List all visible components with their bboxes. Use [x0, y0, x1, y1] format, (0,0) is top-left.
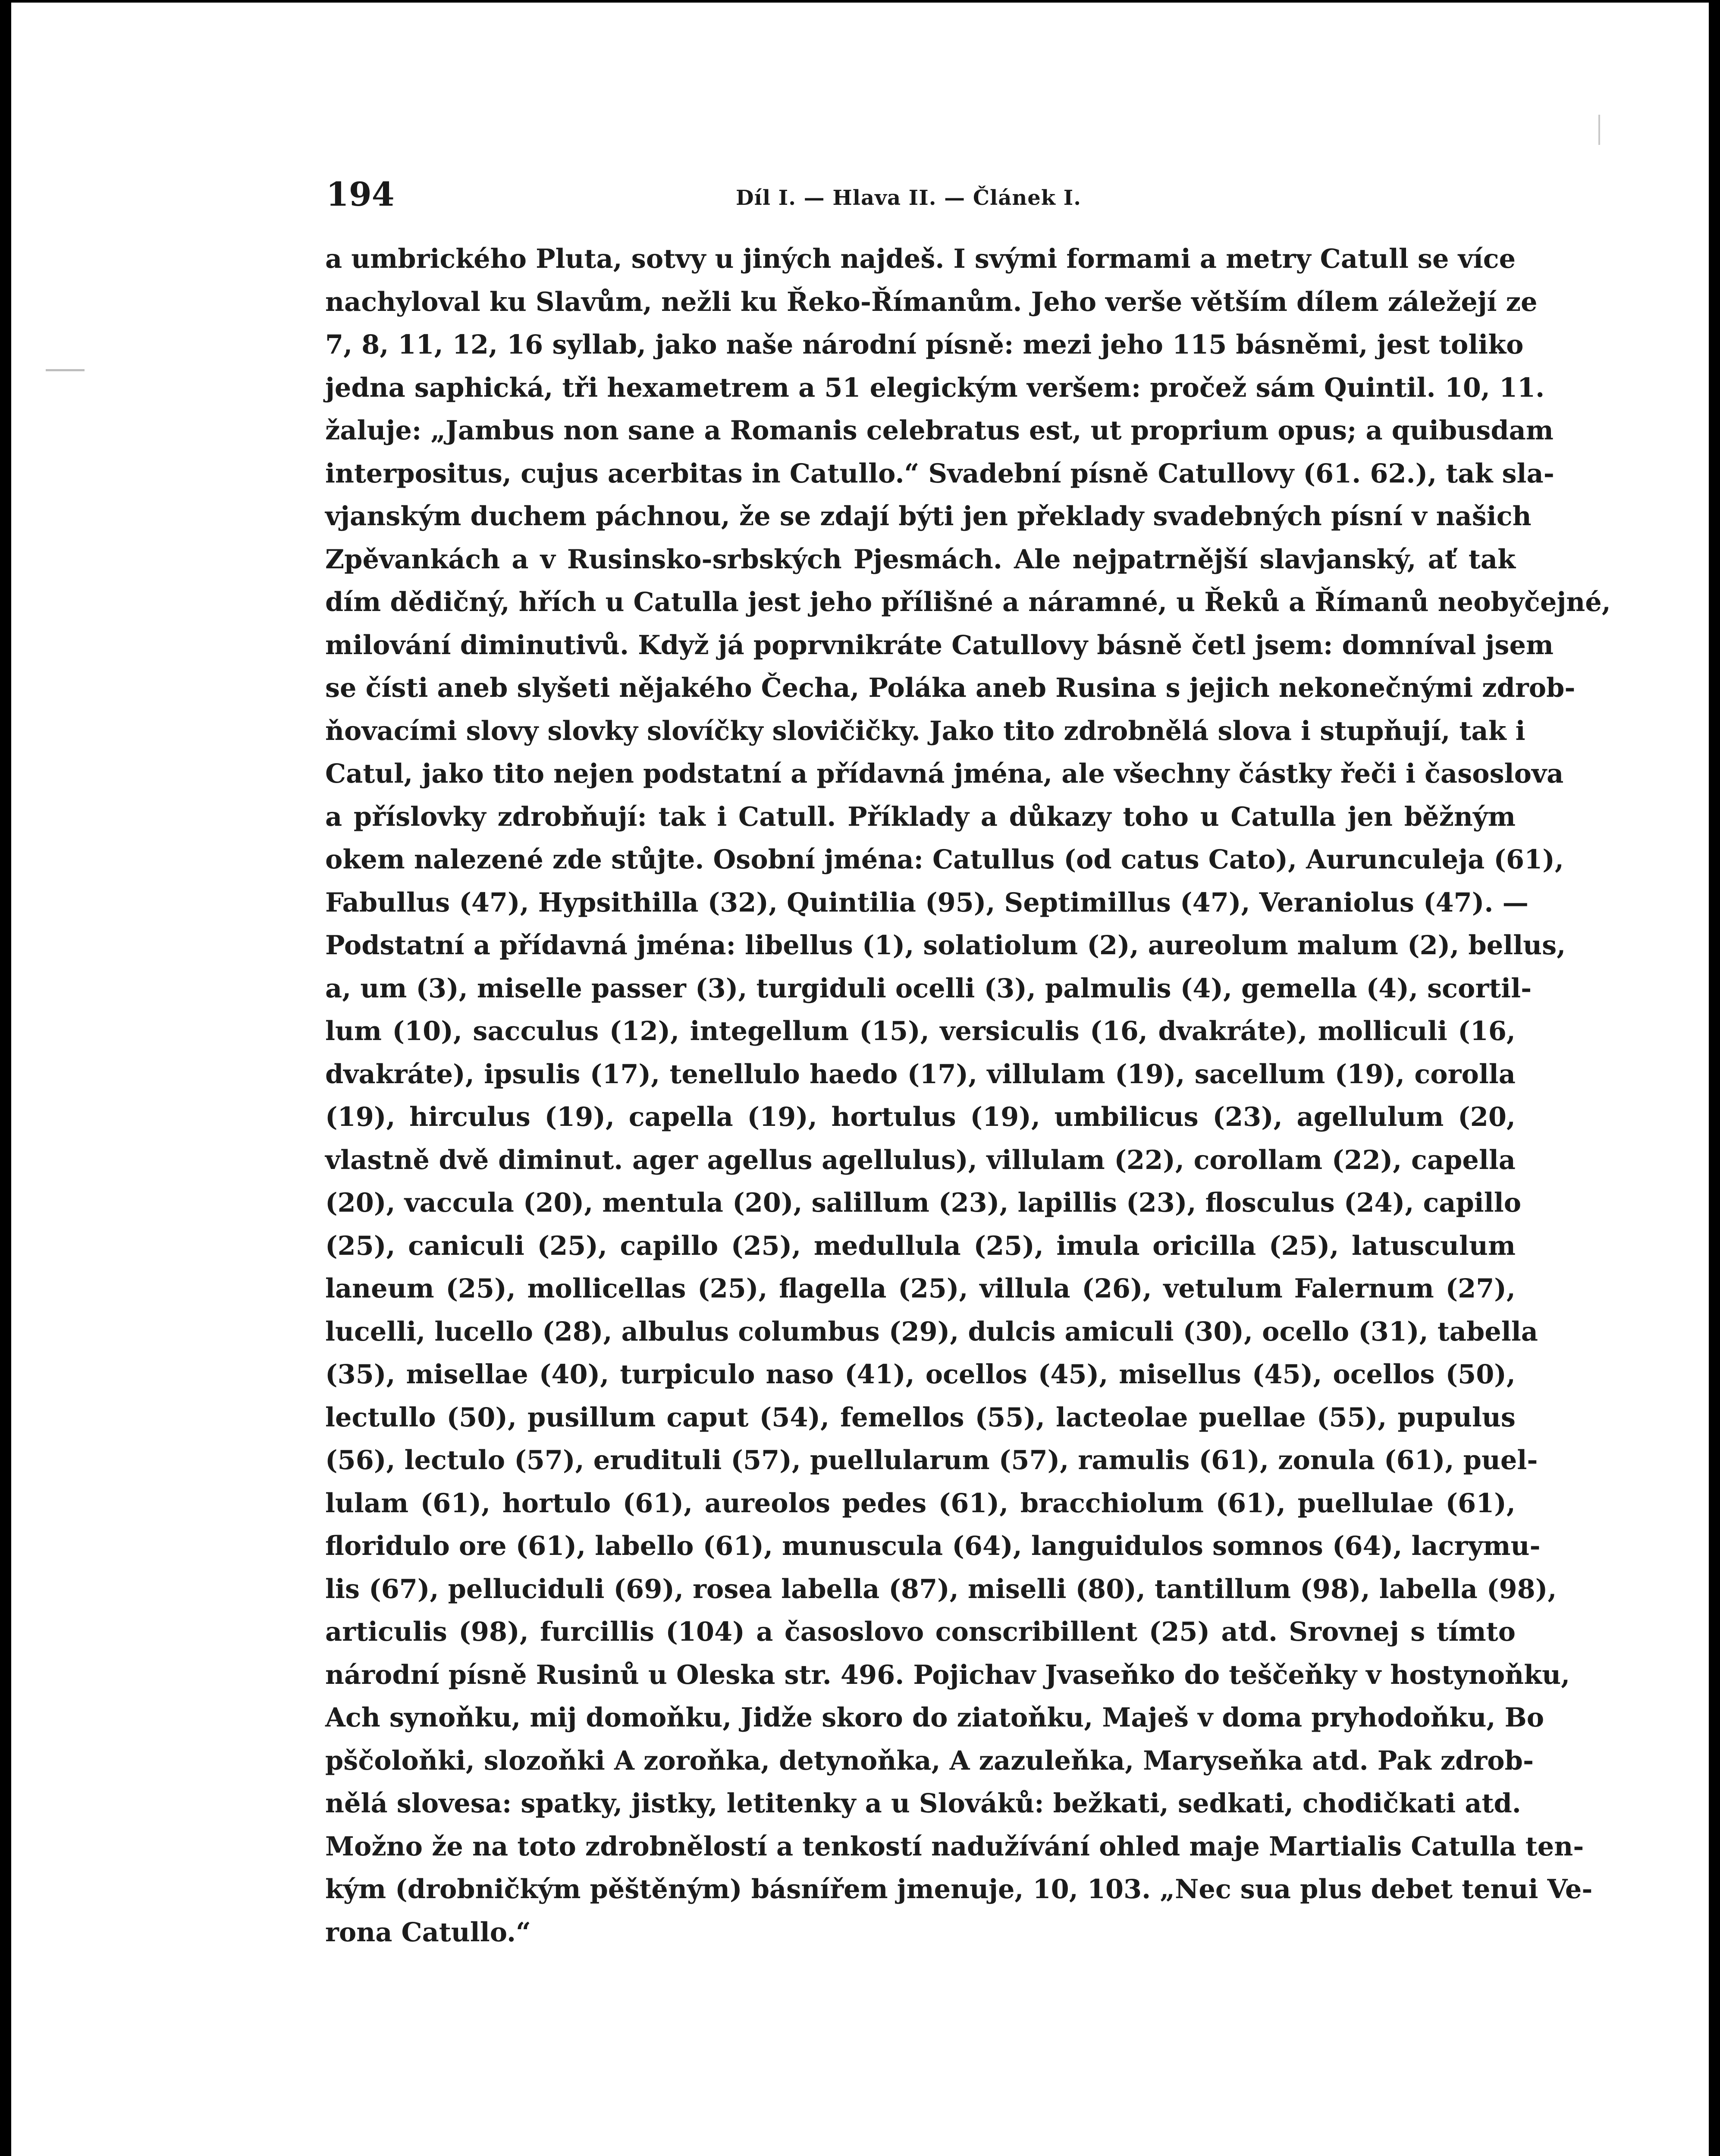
text-line: Ach synoňku, mij domoňku, Jidže skoro do ziatoňku, Maješ v doma pryhodoňku, Bo — [325, 1702, 1544, 1733]
text-line: národní písně Rusinů u Oleska str. 496. Pojichav Jvaseňko do teščeňky v hostynoňku, — [325, 1659, 1570, 1690]
text-line: (56), lectulo (57), erudituli (57), puellularum (57), ramulis (61), zonula (61), puel- — [325, 1445, 1538, 1476]
text-line: floridulo ore (61), labello (61), munuscula (64), languidulos somnos (64), lacrymu- — [325, 1531, 1541, 1561]
text-line: ňovacími slovy slovky slovíčky slovičičky. Jako tito zdrobnělá slova i stupňují, tak i — [325, 715, 1525, 746]
text-line: lectullo (50), pusillum caput (54), femellos (55), lacteolae puellae (55), pupulus — [325, 1402, 1516, 1433]
text-line: se čísti aneb slyšeti nějakého Čecha, Poláka aneb Rusina s jejich nekonečnými zdrob- — [325, 673, 1576, 703]
text-line: Catul, jako tito nejen podstatní a přídavná jména, ale všechny částky řeči i časoslova — [325, 758, 1564, 789]
text-line: lulam (61), hortulo (61), aureolos pedes (61), bracchiolum (61), puellulae (61), — [325, 1488, 1516, 1519]
text-line: pščoloňki, slozoňki A zoroňka, detynoňka, A zazuleňka, Maryseňka atd. Pak zdrob- — [325, 1745, 1534, 1776]
text-line: a umbrického Pluta, sotvy u jiných najdeš. I svými formami a metry Catull se více — [325, 244, 1516, 274]
text-line: (20), vaccula (20), mentula (20), salillum (23), lapillis (23), flosculus (24), capillo — [325, 1188, 1522, 1218]
scan-edge-mark — [1598, 115, 1600, 145]
text-line: jedna saphická, tři hexametrem a 51 elegickým veršem: pročež sám Quintil. 10, 11. — [325, 372, 1545, 403]
text-line: a, um (3), miselle passer (3), turgiduli ocelli (3), palmulis (4), gemella (4), scortil- — [325, 973, 1532, 1004]
text-line: žaluje: „Jambus non sane a Romanis celebratus est, ut proprium opus; a quibusdam — [325, 415, 1554, 446]
text-line: (25), caniculi (25), capillo (25), medullula (25), imula oricilla (25), latusculum — [325, 1230, 1516, 1261]
body-text — [325, 238, 1611, 1954]
text-line: a příslovky zdrobňují: tak i Catull. Příklady a důkazy toho u Catulla jen běžným — [325, 801, 1516, 832]
text-line: articulis (98), furcillis (104) a časoslovo conscribillent (25) atd. Srovnej s tímto — [325, 1617, 1516, 1647]
text-line: Podstatní a přídavná jména: libellus (1), solatiolum (2), aureolum malum (2), bellus, — [325, 930, 1566, 961]
text-line: Fabullus (47), Hypsithilla (32), Quintilia (95), Septimillus (47), Veraniolus (47). — — [325, 887, 1529, 918]
page-number: 194 — [326, 175, 395, 213]
running-head: Díl I. — Hlava II. — Článek I. — [736, 186, 1081, 210]
text-line: rona Catullo.“ — [325, 1917, 531, 1948]
text-line: (35), misellae (40), turpiculo naso (41), ocellos (45), misellus (45), ocellos (50), — [325, 1359, 1516, 1390]
text-line: vjanským duchem páchnou, že se zdají býti jen překlady svadebných písní v našich — [325, 501, 1532, 532]
text-line: (19), hirculus (19), capella (19), hortulus (19), umbilicus (23), agellulum (20, — [325, 1102, 1516, 1132]
text-line: lis (67), pelluciduli (69), rosea labella (87), miselli (80), tantillum (98), labella (98), — [325, 1573, 1557, 1604]
text-line: Zpěvankách a v Rusinsko-srbských Pjesmách. Ale nejpatrnější slavjanský, ať tak — [325, 544, 1516, 575]
text-line: okem nalezené zde stůjte. Osobní jména: Catullus (od catus Cato), Aurunculeja (61), — [325, 844, 1564, 875]
text-line: interpositus, cujus acerbitas in Catullo.“ Svadební písně Catullovy (61. 62.), tak sla- — [325, 458, 1554, 489]
text-line: dvakráte), ipsulis (17), tenellulo haedo (17), villulam (19), sacellum (19), corolla — [325, 1059, 1516, 1090]
page-header — [326, 173, 1413, 225]
text-line: vlastně dvě diminut. ager agellus agellulus), villulam (22), corollam (22), capella — [325, 1144, 1516, 1175]
text-line: lucelli, lucello (28), albulus columbus (29), dulcis amiculi (30), ocello (31), tabella — [325, 1316, 1538, 1347]
text-line: Možno že na toto zdrobnělostí a tenkostí nadužívání ohled maje Martialis Catulla ten- — [325, 1831, 1584, 1862]
text-line: nachyloval ku Slavům, nežli ku Řeko-Římanům. Jeho verše větším dílem záležejí ze — [325, 286, 1538, 317]
text-line: dím dědičný, hřích u Catulla jest jeho přílišné a náramné, u Řeků a Římanů neobyčejné, — [325, 587, 1611, 617]
scan-edge-mark — [46, 369, 85, 371]
text-line: lum (10), sacculus (12), integellum (15), versiculis (16, dvakráte), molliculi (16, — [325, 1016, 1516, 1047]
text-line: 7, 8, 11, 12, 16 syllab, jako naše národní písně: mezi jeho 115 básněmi, jest toliko — [325, 329, 1524, 360]
text-line: laneum (25), mollicellas (25), flagella (25), villula (26), vetulum Falernum (27), — [325, 1273, 1516, 1304]
text-line: milování diminutivů. Když já poprvnikráte Catullovy básně četl jsem: domníval jsem — [325, 630, 1554, 661]
text-line: kým (drobničkým pěštěným) básnířem jmenuje, 10, 103. „Nec sua plus debet tenui Ve- — [325, 1874, 1593, 1905]
text-line: nělá slovesa: spatky, jistky, letitenky a u Slováků: bežkati, sedkati, chodičkati atd. — [325, 1788, 1521, 1819]
